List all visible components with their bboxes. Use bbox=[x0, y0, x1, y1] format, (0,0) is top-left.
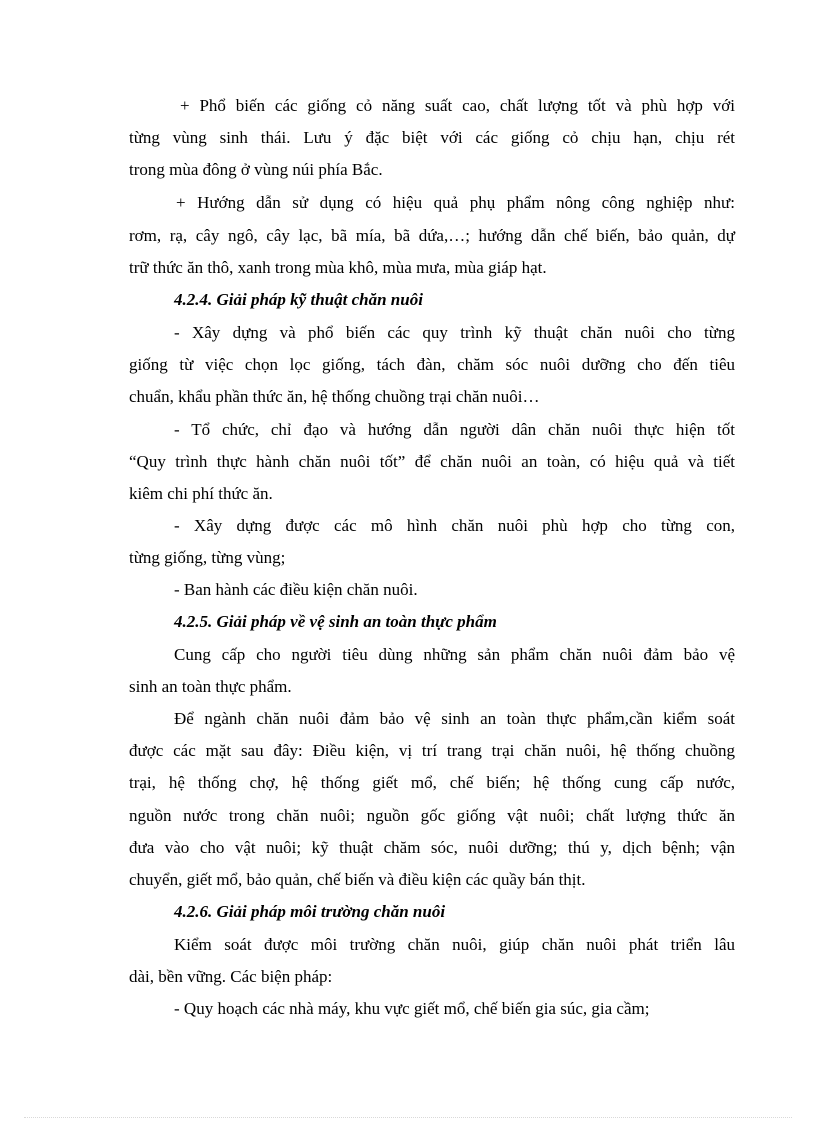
text-line: dài, bền vững. Các biện pháp: bbox=[129, 967, 333, 986]
text-line: trại, hệ thống chợ, hệ thống giết mổ, chế biến; hệ thống cung cấp nước, bbox=[129, 773, 735, 792]
text-line: trong mùa đông ở vùng núi phía Bắc. bbox=[129, 160, 383, 179]
text-line: chuẩn, khẩu phần thức ăn, hệ thống chuồng trại chăn nuôi… bbox=[129, 387, 540, 406]
text-line: từng giống, từng vùng; bbox=[129, 548, 286, 567]
text-line: đưa vào cho vật nuôi; kỹ thuật chăm sóc, nuôi dưỡng; thú y, dịch bệnh; vận bbox=[129, 838, 735, 857]
text-line: trữ thức ăn thô, xanh trong mùa khô, mùa mưa, mùa giáp hạt. bbox=[129, 258, 547, 277]
text-line: rơm, rạ, cây ngô, cây lạc, bã mía, bã dứa,…; hướng dẫn chế biến, bảo quản, dự bbox=[129, 226, 735, 245]
text-line: - Tổ chức, chỉ đạo và hướng dẫn người dân chăn nuôi thực hiện tốt bbox=[174, 420, 735, 439]
section-heading: 4.2.6. Giải pháp môi trường chăn nuôi bbox=[174, 902, 446, 921]
text-line: từng vùng sinh thái. Lưu ý đặc biệt với các giống cỏ chịu hạn, chịu rét bbox=[129, 128, 735, 147]
text-line: + Phổ biến các giống cỏ năng suất cao, chất lượng tốt và phù hợp với bbox=[180, 96, 735, 115]
text-line: - Xây dựng được các mô hình chăn nuôi phù hợp cho từng con, bbox=[174, 516, 735, 535]
text-line: được các mặt sau đây: Điều kiện, vị trí trang trại chăn nuôi, hệ thống chuồng bbox=[129, 741, 735, 760]
text-line: - Ban hành các điều kiện chăn nuôi. bbox=[174, 580, 418, 599]
text-line: sinh an toàn thực phẩm. bbox=[129, 677, 292, 696]
text-line: kiêm chi phí thức ăn. bbox=[129, 484, 273, 503]
text-line: + Hướng dẫn sử dụng có hiệu quả phụ phẩm nông công nghiệp như: bbox=[176, 193, 735, 212]
text-line: giống từ việc chọn lọc giống, tách đàn, chăm sóc nuôi dưỡng cho đến tiêu bbox=[129, 355, 735, 374]
page-bottom-divider bbox=[24, 1117, 792, 1118]
text-line: chuyển, giết mổ, bảo quản, chế biến và điều kiện các quầy bán thịt. bbox=[129, 870, 586, 889]
text-line: “Quy trình thực hành chăn nuôi tốt” để chăn nuôi an toàn, có hiệu quả và tiết bbox=[129, 452, 735, 471]
text-line: Kiểm soát được môi trường chăn nuôi, giúp chăn nuôi phát triển lâu bbox=[174, 935, 735, 954]
section-heading: 4.2.4. Giải pháp kỹ thuật chăn nuôi bbox=[174, 290, 423, 309]
section-heading: 4.2.5. Giải pháp về vệ sinh an toàn thực phẩm bbox=[174, 612, 497, 631]
text-line: - Xây dựng và phổ biến các quy trình kỹ thuật chăn nuôi cho từng bbox=[174, 323, 735, 342]
text-line: - Quy hoạch các nhà máy, khu vực giết mổ, chế biến gia súc, gia cầm; bbox=[174, 999, 650, 1018]
text-line: nguồn nước trong chăn nuôi; nguồn gốc giống vật nuôi; chất lượng thức ăn bbox=[129, 806, 735, 825]
text-line: Để ngành chăn nuôi đảm bảo vệ sinh an toàn thực phẩm,cần kiểm soát bbox=[174, 709, 735, 728]
text-line: Cung cấp cho người tiêu dùng những sản phẩm chăn nuôi đảm bảo vệ bbox=[174, 645, 735, 664]
